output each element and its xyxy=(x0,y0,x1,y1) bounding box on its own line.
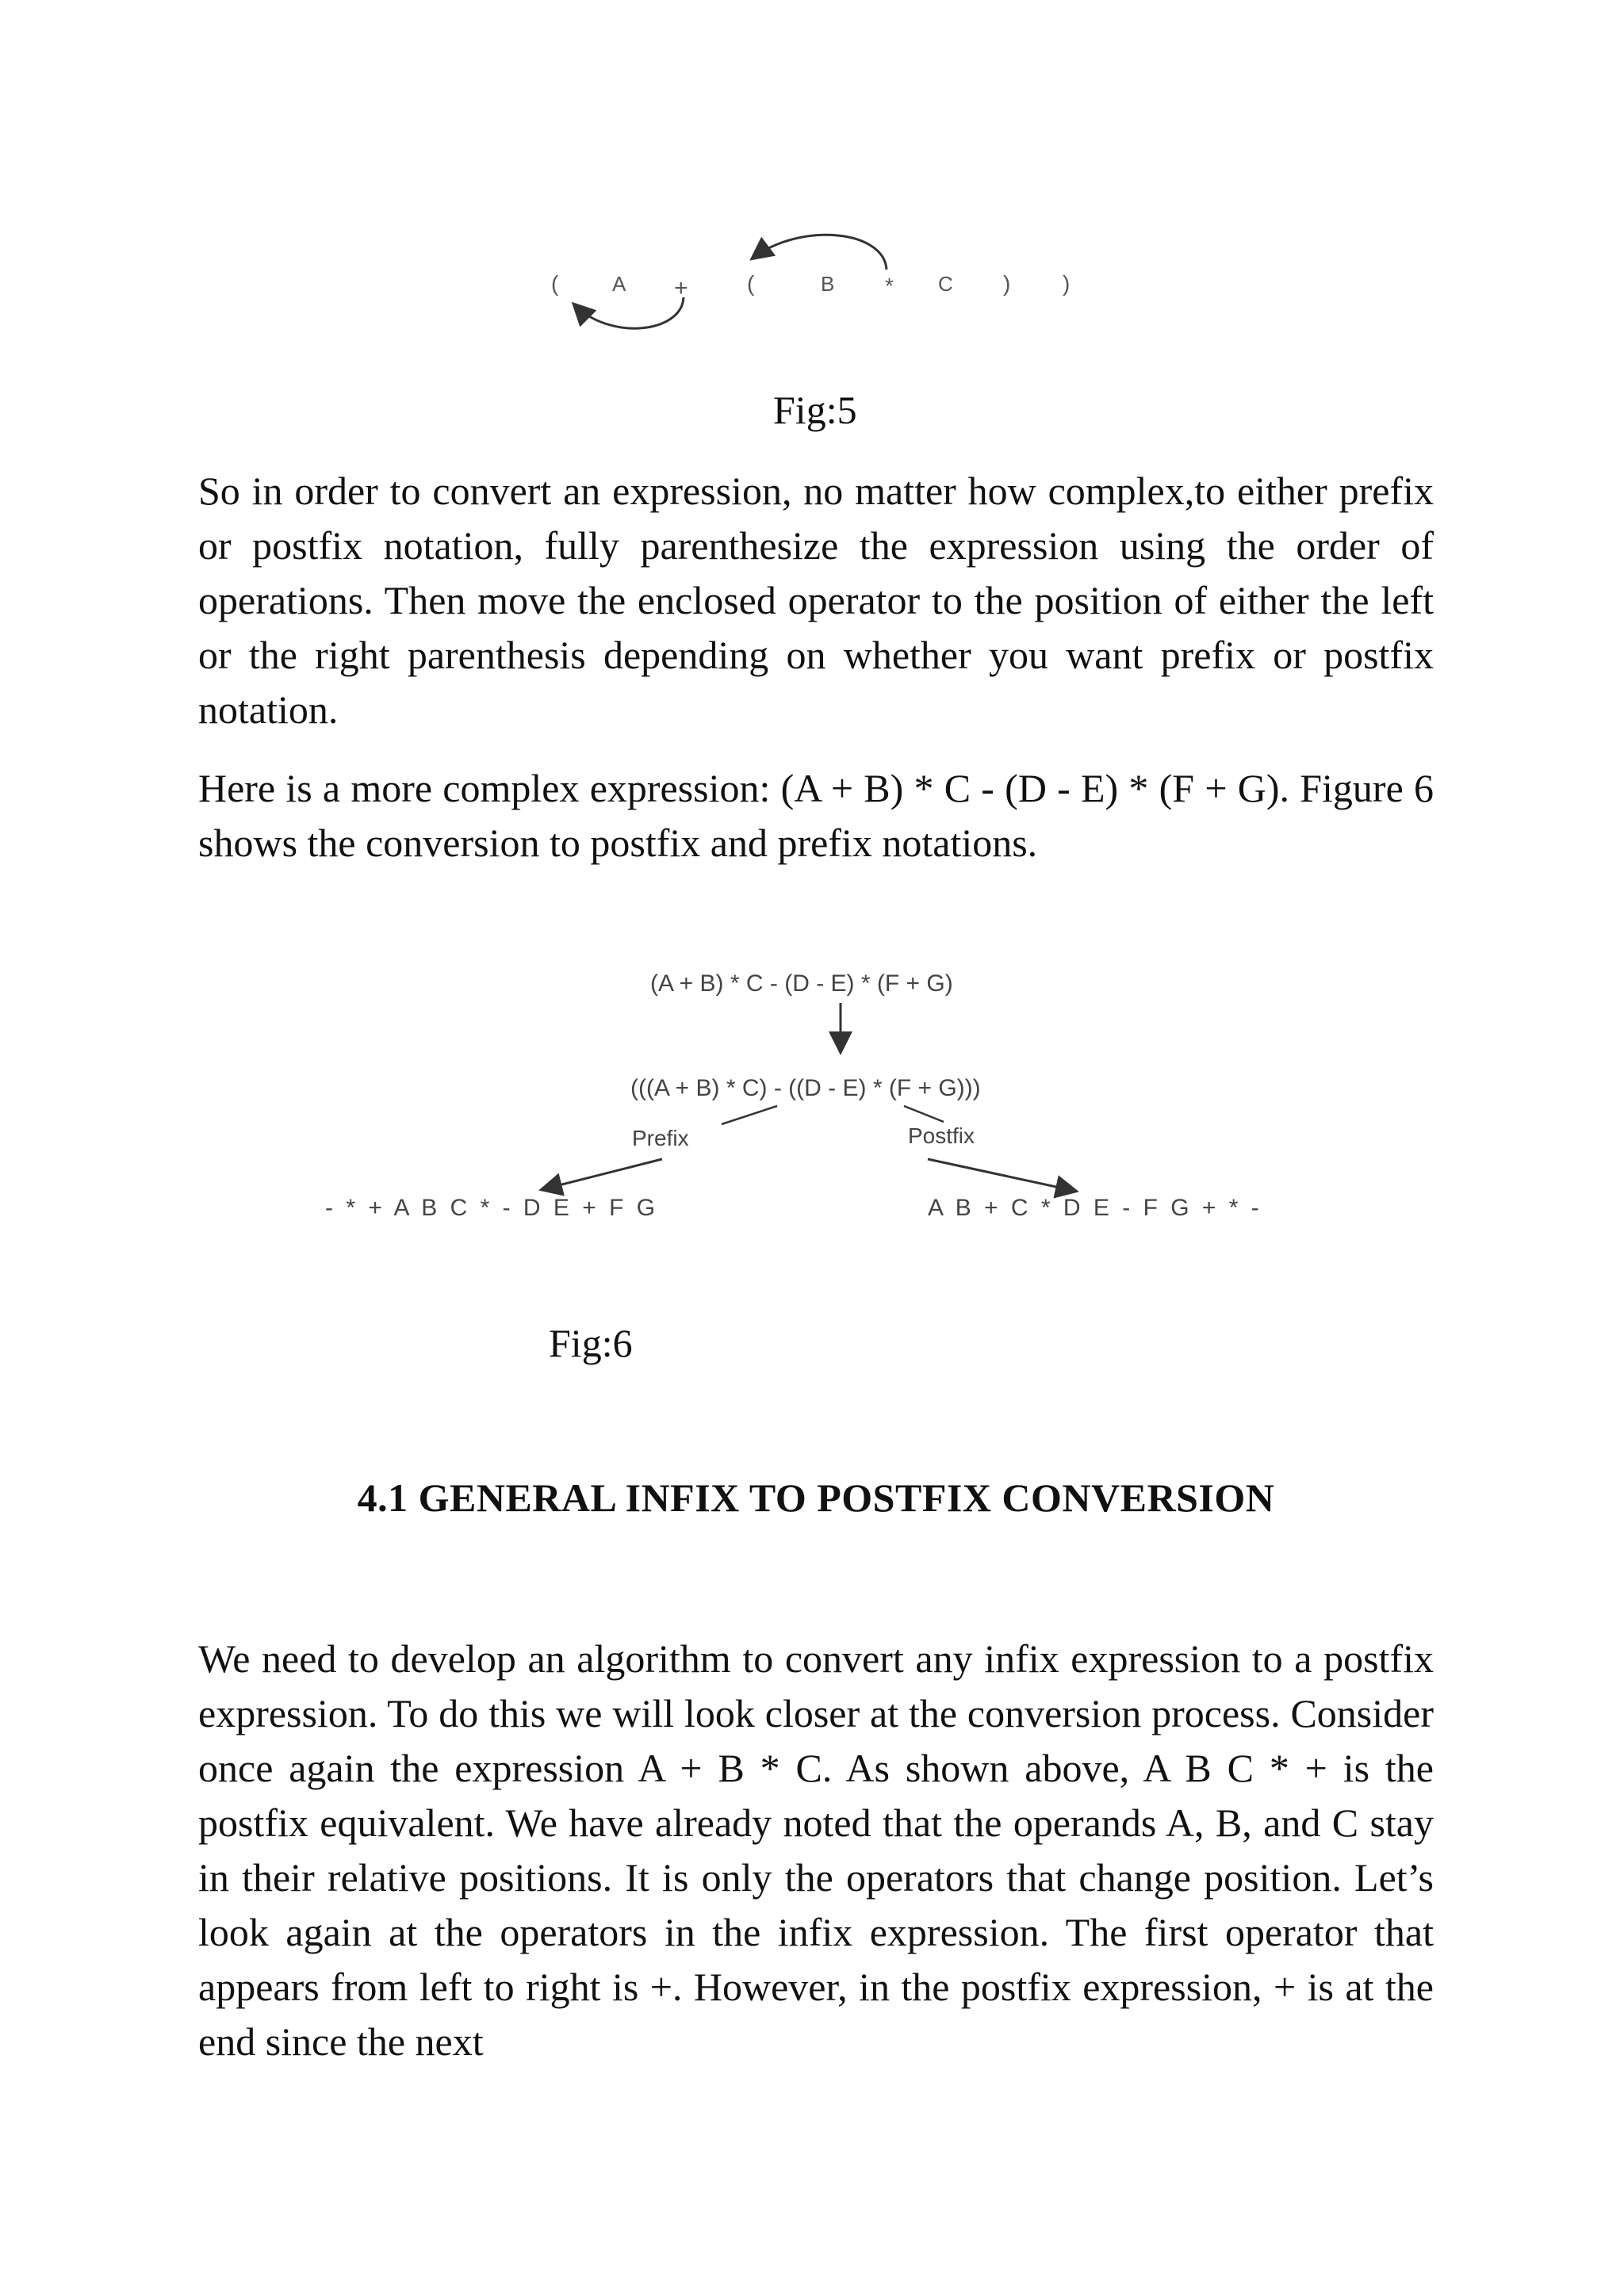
fig5-arrow-inner xyxy=(753,235,887,270)
fig6-prefix-connector xyxy=(722,1106,777,1124)
paragraph-conversion-method: So in order to convert an expression, no matter how complex,to either prefix or postfix notation, fully parenthesize the expression using the order of operations. Then move the enclosed operator to the position of either the left or the right parenthesis depending on whether you want prefix or postfix notation. xyxy=(198,469,1434,732)
fig5-token: C xyxy=(938,272,953,296)
fig5-token: + xyxy=(674,275,688,301)
paragraph-complex-expression: Here is a more complex expression: (A + B) * C - (D - E) * (F + G). Figure 6 shows the conversion to postfix and prefix notations. xyxy=(198,766,1434,865)
paragraph-algorithm-intro: We need to develop an algorithm to convert any infix expression to a postfix expression. To do this we will look closer at the conversion process. Consider once again the expression A + B * C. As shown above, A B C * + is the postfix equivalent. We have already noted that the operands A, B, and C stay in their relative positions. It is only the operators that change position. Let’s look again at the operators in the infix expression. The first operator that appears from left to right is +. However, in the postfix expression, + is at the end since the next xyxy=(198,1636,1434,2064)
fig5-token: ( xyxy=(551,271,559,296)
fig5-arrow-prefix xyxy=(575,297,684,328)
fig6-postfix-connector xyxy=(904,1106,944,1122)
fig5-token: B xyxy=(821,272,835,296)
fig6-parenthesized-expression: (((A + B) * C) - ((D - E) * (F + G))) xyxy=(630,1075,981,1101)
fig5-token: ) xyxy=(1063,271,1071,296)
fig5-token: ) xyxy=(1003,271,1011,296)
fig6-prefix-label: Prefix xyxy=(632,1126,689,1150)
fig6-prefix-arrow xyxy=(543,1159,662,1189)
fig5-token: ( xyxy=(747,271,755,296)
section-heading: 4.1 GENERAL INFIX TO POSTFIX CONVERSION xyxy=(357,1475,1275,1520)
fig5-token: A xyxy=(612,272,626,296)
fig6-original-expression: (A + B) * C - (D - E) * (F + G) xyxy=(650,970,953,997)
fig6-postfix-label: Postfix xyxy=(908,1123,975,1148)
figure-6-caption: Fig:6 xyxy=(549,1321,633,1365)
fig6-prefix-result: - * + A B C * - D E + F G xyxy=(325,1195,659,1221)
figure-6-diagram xyxy=(301,951,1332,1245)
figure-5-caption: Fig:5 xyxy=(773,388,857,432)
fig6-postfix-result: A B + C * D E - F G + * - xyxy=(928,1195,1262,1221)
fig6-postfix-arrow xyxy=(928,1159,1074,1191)
figure-5-diagram xyxy=(515,194,1110,365)
fig5-token: * xyxy=(885,274,894,298)
